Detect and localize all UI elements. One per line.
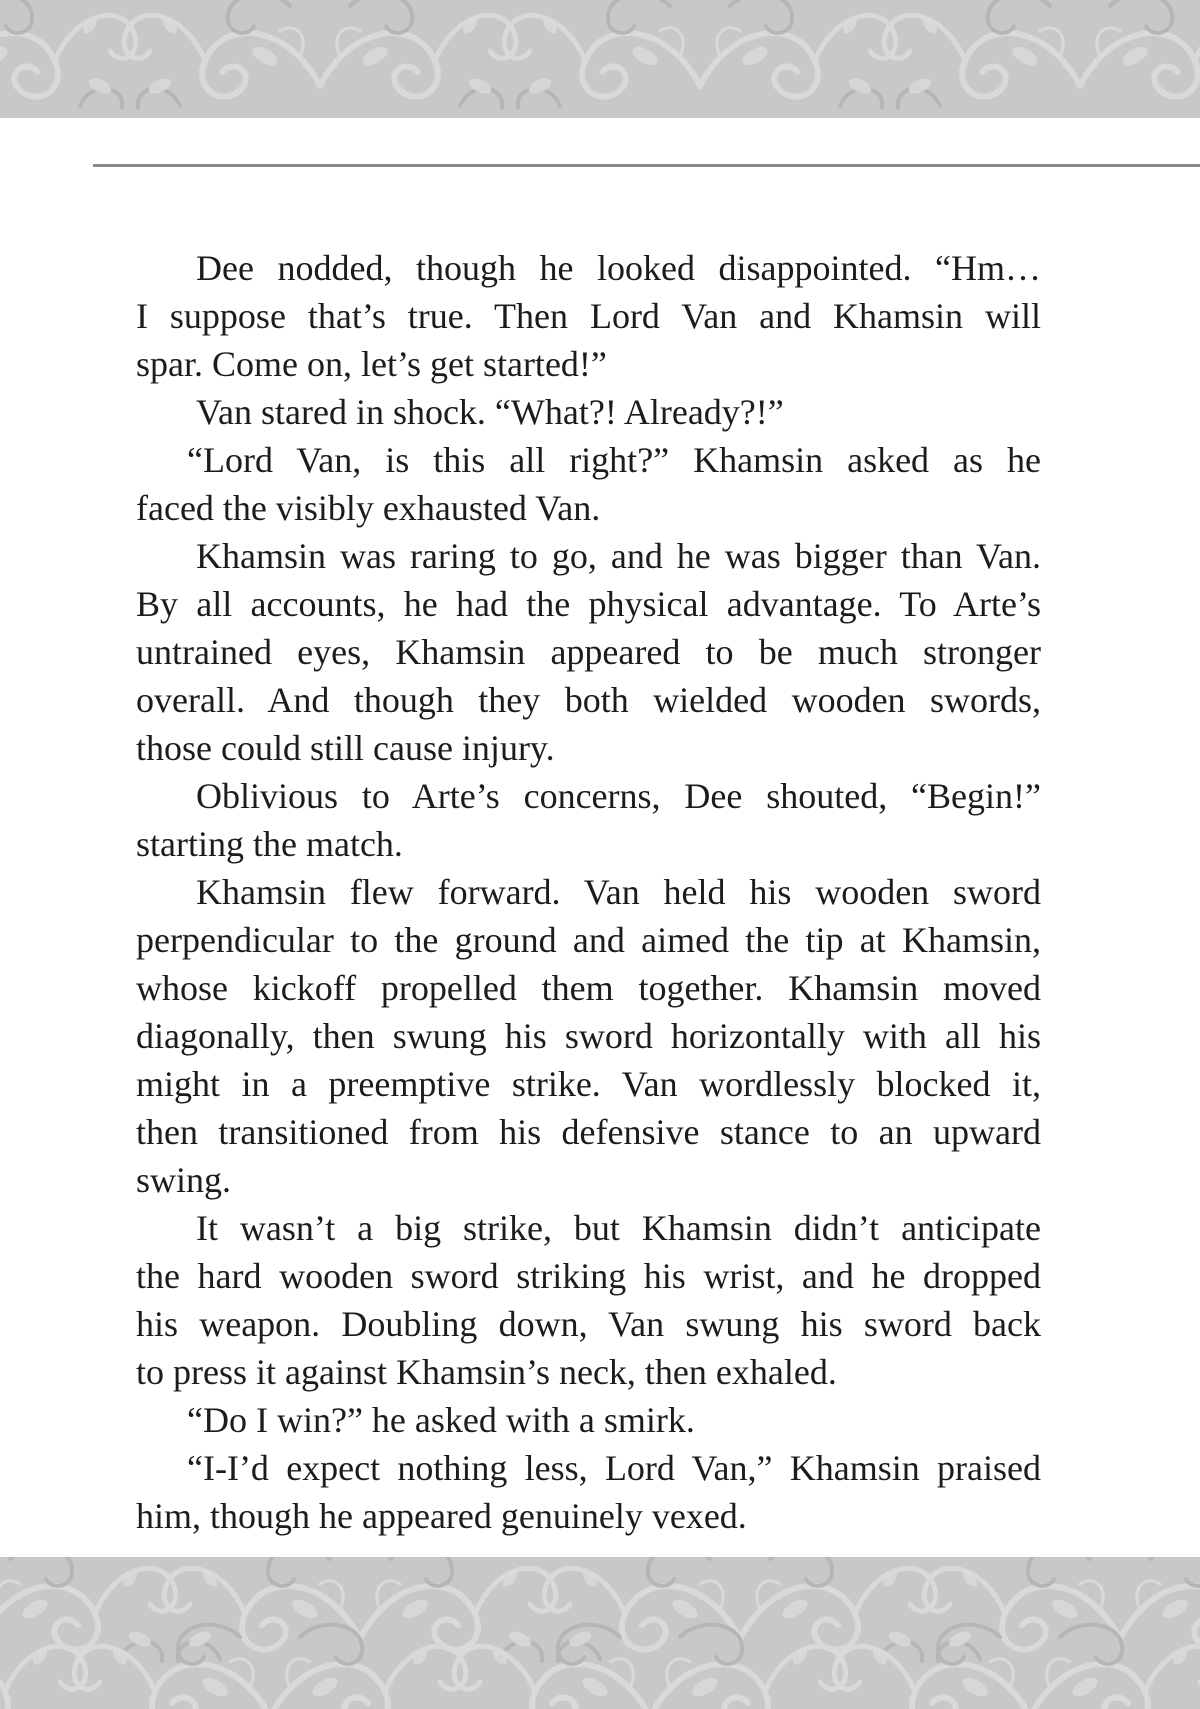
header-rule bbox=[93, 164, 1200, 167]
damask-motif bbox=[360, 1557, 556, 1661]
text-line: starting the match. bbox=[136, 824, 403, 864]
text-line: him, though he appeared genuinely vexed. bbox=[136, 1496, 747, 1536]
text-line: spar. Come on, let’s get started!” bbox=[136, 344, 607, 384]
damask-pattern bbox=[0, 1557, 1200, 1709]
damask-pattern bbox=[0, 0, 1200, 118]
text-line: then transitioned from his defensive stance to an upward bbox=[136, 1112, 1041, 1152]
damask-motif bbox=[320, 0, 516, 108]
paragraph bbox=[136, 772, 1041, 868]
text-line: Khamsin was raring to go, and he was bigger than Van. bbox=[196, 536, 1041, 576]
text-line: Khamsin flew forward. Van held his wooden sword bbox=[196, 872, 1041, 912]
paragraph bbox=[136, 532, 1041, 772]
damask-motif bbox=[124, 0, 320, 108]
text-line: faced the visibly exhausted Van. bbox=[136, 488, 601, 528]
damask-motif bbox=[740, 1557, 936, 1661]
damask-motif bbox=[924, 1557, 1120, 1661]
paragraph bbox=[136, 436, 1041, 532]
header-ornament-band bbox=[0, 0, 1200, 118]
paragraph bbox=[136, 388, 1041, 436]
damask-motif bbox=[454, 1625, 650, 1709]
damask-motif bbox=[0, 0, 136, 108]
paragraph bbox=[136, 244, 1041, 388]
text-line: “Do I win?” he asked with a smirk. bbox=[187, 1400, 695, 1440]
text-line: “Lord Van, is this all right?” Khamsin asked as he bbox=[187, 440, 1041, 480]
damask-motif bbox=[544, 1557, 740, 1661]
text-line: to press it against Khamsin’s neck, then exhaled. bbox=[136, 1352, 837, 1392]
text-line: swing. bbox=[136, 1160, 232, 1200]
text-line: overall. And though they both wielded wooden swords, bbox=[136, 680, 1041, 720]
damask-motif bbox=[1030, 1625, 1200, 1709]
text-line: his weapon. Doubling down, Van swung his sword back bbox=[136, 1304, 1041, 1344]
text-line: diagonally, then swung his sword horizontally with all his bbox=[136, 1016, 1041, 1056]
text-line: Oblivious to Arte’s concerns, Dee shouted, “Begin!” bbox=[196, 776, 1041, 816]
damask-motif bbox=[164, 1557, 360, 1661]
footer-ornament-band bbox=[0, 1557, 1200, 1709]
paragraph bbox=[136, 868, 1041, 1204]
text-line: the hard wooden sword striking his wrist, and he dropped bbox=[136, 1256, 1041, 1296]
text-line: I suppose that’s true. Then Lord Van and Khamsin will bbox=[136, 296, 1041, 336]
text-line: “I-I’d expect nothing less, Lord Van,” Khamsin praised bbox=[187, 1448, 1041, 1488]
text-line: Dee nodded, though he looked disappointed. “Hm… bbox=[196, 248, 1041, 288]
damask-motif bbox=[74, 1625, 270, 1709]
damask-motif bbox=[700, 0, 896, 108]
body-text bbox=[136, 244, 1041, 1540]
text-line: those could still cause injury. bbox=[136, 728, 555, 768]
damask-motif bbox=[884, 0, 1080, 108]
text-line: Van stared in shock. “What?! Already?!” bbox=[196, 392, 784, 432]
text-line: untrained eyes, Khamsin appeared to be much stronger bbox=[136, 632, 1041, 672]
text-line: By all accounts, he had the physical advantage. To Arte’s bbox=[136, 584, 1041, 624]
text-line: whose kickoff propelled them together. Khamsin moved bbox=[136, 968, 1041, 1008]
damask-motif bbox=[504, 0, 700, 108]
paragraph bbox=[136, 1396, 1041, 1444]
damask-motif bbox=[0, 1557, 176, 1661]
text-line: might in a preemptive strike. Van wordlessly blocked it, bbox=[136, 1064, 1041, 1104]
damask-motif bbox=[1080, 0, 1200, 108]
paragraph bbox=[136, 1444, 1041, 1540]
text-line: It wasn’t a big strike, but Khamsin didn’t anticipate bbox=[196, 1208, 1041, 1248]
paragraph bbox=[136, 1204, 1041, 1396]
damask-motif bbox=[834, 1625, 1030, 1709]
text-line: perpendicular to the ground and aimed the tip at Khamsin, bbox=[136, 920, 1041, 960]
